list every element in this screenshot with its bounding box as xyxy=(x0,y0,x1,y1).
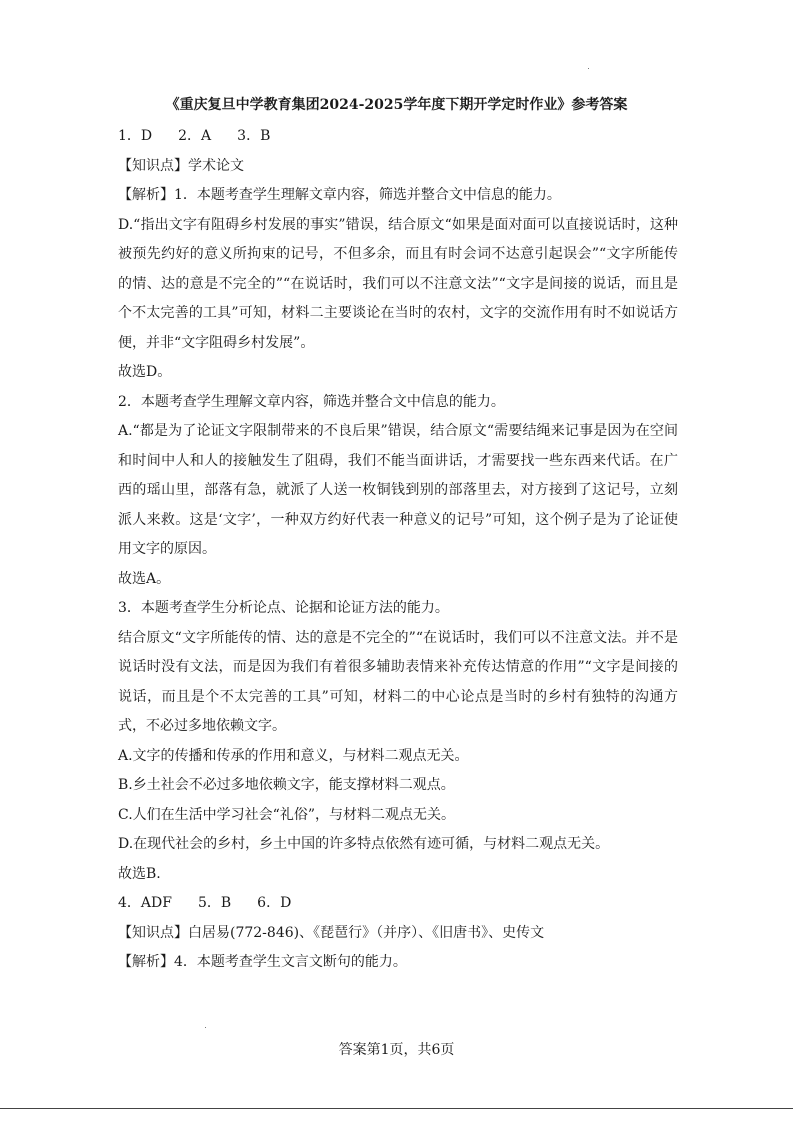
q3-explanation-line: 式，不必过多地依赖文字。 xyxy=(118,718,286,734)
answer-3: 3．B xyxy=(237,128,271,144)
answer-6: 6．D xyxy=(257,895,292,911)
q3-option-b: B.乡土社会不必过多地依赖文字，能支撑材料二观点。 xyxy=(118,777,455,793)
q1-explanation-line: 被预先约好的意义所拘束的记号，不但多余，而且有时会词不达意引起误会”“文字所能传 xyxy=(118,246,678,262)
answer-row-1-3 xyxy=(118,122,678,152)
q1-explanation-line: D.“指出文字有阻碍乡村发展的事实”错误，结合原文“如果是面对面可以直接说话时，这种 xyxy=(118,216,678,233)
answer-2: 2．A xyxy=(178,128,212,144)
analysis-heading-1: 【解析】1．本题考查学生理解文章内容，筛选并整合文中信息的能力。 xyxy=(118,187,561,203)
q1-explanation-line: 个不太完善的工具”可知，材料二主要谈论在当时的农村，文字的交流作用有时不如说话方 xyxy=(118,305,678,321)
q2-intro: 2．本题考查学生理解文章内容，筛选并整合文中信息的能力。 xyxy=(118,393,505,410)
q3-option-c: C.人们在生活中学习社会“礼俗”，与材料二观点无关。 xyxy=(118,806,455,823)
knowledge-point-2: 【知识点】白居易(772-846)、《琵琶行》（并序）、《旧唐书》、史传文 xyxy=(118,924,545,941)
q1-explanation-line: 的情、达的意是不完全的”“在说话时，我们可以不注意文法”“文字是间接的说话，而且是 xyxy=(118,275,678,292)
knowledge-point-1: 【知识点】学术论文 xyxy=(118,157,244,174)
q3-choice: 故选B. xyxy=(118,865,161,882)
scan-speck xyxy=(205,1027,206,1028)
q2-explanation-line: 派人来救。这是‘文字’，一种双方约好代表一种意义的记号”可知，这个例子是为了论证使 xyxy=(118,511,678,528)
q3-explanation-line: 说话时没有文法，而是因为我们有着很多辅助表情来补充传达情意的作用”“文字是间接的 xyxy=(118,659,678,675)
answer-4: 4．ADF xyxy=(118,895,172,911)
answer-row-4-6 xyxy=(118,889,678,919)
q2-explanation-line: 西的瑶山里，部落有急，就派了人送一枚铜钱到别的部落里去，对方接到了这记号，立刻 xyxy=(118,482,678,498)
q3-explanation-line: 说话，而且是个不太完善的工具”可知，材料二的中心论点是当时的乡村有独特的沟通方 xyxy=(118,688,678,705)
answer-content xyxy=(118,122,678,978)
q2-explanation-line: A.“都是为了论证文字限制带来的不良后果”错误，结合原文“需要结绳来记事是因为在空间 xyxy=(118,423,678,439)
analysis-heading-2: 【解析】4．本题考查学生文言文断句的能力。 xyxy=(118,954,407,970)
q3-option-d: D.在现代社会的乡村，乡土中国的许多特点依然有迹可循，与材料二观点无关。 xyxy=(118,836,610,852)
scan-speck xyxy=(588,68,589,69)
page-footer: 答案第1页，共6页 xyxy=(338,1042,455,1058)
footer-rule xyxy=(0,1108,793,1109)
answer-5: 5．B xyxy=(197,895,232,911)
answer-1: 1．D xyxy=(118,128,153,144)
q3-explanation-line: 结合原文“文字所能传的情、达的意是不完全的”“在说话时，我们可以不注意文法。并不是 xyxy=(118,629,678,646)
q1-choice: 故选D。 xyxy=(118,364,172,380)
q2-explanation-line: 用文字的原因。 xyxy=(118,541,216,557)
q3-intro: 3．本题考查学生分析论点、论据和论证方法的能力。 xyxy=(118,600,449,616)
q3-option-a: A.文字的传播和传承的作用和意义，与材料二观点无关。 xyxy=(118,747,469,764)
q1-explanation-line: 便，并非“文字阻碍乡村发展”。 xyxy=(118,334,315,351)
q2-choice: 故选A。 xyxy=(118,570,171,587)
document-title: 《重庆复旦中学教育集团2024-2025学年度下期开学定时作业》参考答案 xyxy=(165,97,628,113)
q2-explanation-line: 和时间中人和人的接触发生了阻碍，我们不能当面讲话，才需要找一些东西来代话。在广 xyxy=(118,452,678,469)
